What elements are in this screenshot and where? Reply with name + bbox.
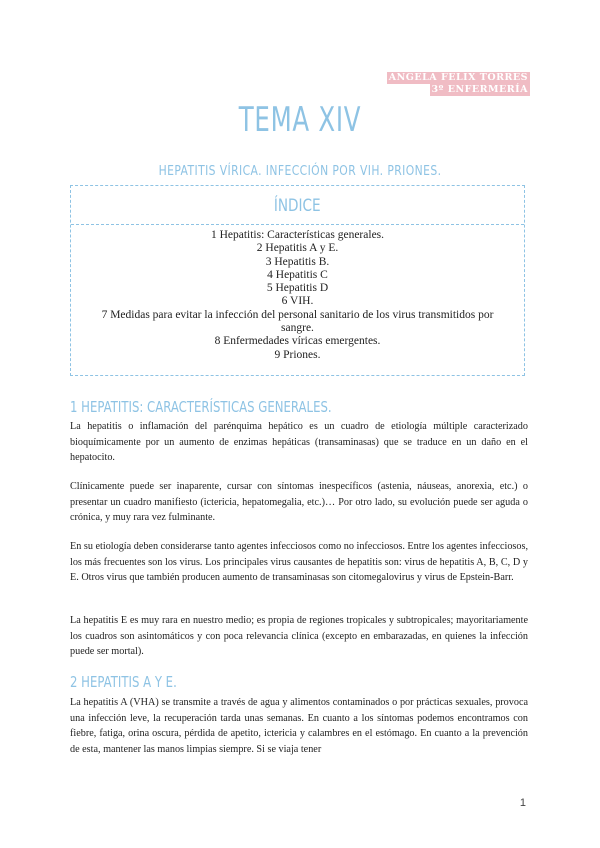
index-list xyxy=(71,225,524,362)
index-item: 9 Priones. xyxy=(274,348,321,361)
index-item: 6 VIH. xyxy=(281,295,314,308)
index-item: 1 Hepatitis: Características generales. xyxy=(210,229,385,241)
paragraph: La hepatitis E es muy rara en nuestro medio; es propia de regiones tropicales y subtropicales; mayoritariamente los cuadros son asintomáticos y con poca relevancia clínica (excepto en embarazadas, en quienes la infección puede ser mortal). xyxy=(70,615,528,658)
paragraph: La hepatitis o inflamación del parénquima hepático es un cuadro de etiología múltiple caracterizado bioquímicamente por un aumento de enzimas hepáticas (transaminasas) que se traduce en un daño en el hepatocito. xyxy=(70,421,528,464)
index-item: 3 Hepatitis B. xyxy=(265,255,330,268)
index-item: 8 Enfermedades víricas emergentes. xyxy=(214,335,381,348)
paragraph: En su etiología deben considerarse tanto agentes infecciosos como no infecciosos. Entre los agentes infecciosos, los más frecuentes son los virus. Los principales virus causantes de hepatitis son: virus de hepatitis A, B, C, D y E. Otros virus que también producen aumento de transaminasas son citomegalovirus y virus de Epstein-Barr. xyxy=(70,541,528,584)
section-heading-hepatitis: 1 HEPATITIS: CARACTERÍSTICAS GENERALES. xyxy=(70,398,332,416)
author-block xyxy=(387,72,530,96)
index-item: 4 Hepatitis C xyxy=(267,268,328,281)
paragraph: Clínicamente puede ser inaparente, cursar con síntomas inespecíficos (astenia, náuseas, anorexia, etc.) o presentar un cuadro manifiesto (ictericia, hepatomegalia, etc.)… Por otro lado, su evolución puede ser aguda o crónica, y muy rara vez fulminante. xyxy=(70,481,528,524)
paragraph: La hepatitis A (VHA) se transmite a través de agua y alimentos contaminados o por prácticas sexuales, provoca una infección leve, la recuperación tarda unas semanas. En cuanto a los síntomas podemos encontramos con fiebre, fatiga, orina oscura, pérdida de apetito, ictericia y calambres en el estómago. En cuanto a la prevención de esta, mantener las manos limpias siempre. Si se viaja tener xyxy=(70,697,528,755)
index-item: 5 Hepatitis D xyxy=(266,282,329,295)
page-number: 1 xyxy=(519,797,526,809)
page-subtitle: HEPATITIS VÍRICA. INFECCIÓN POR VIH. PRIONES. xyxy=(158,163,442,179)
index-heading: ÍNDICE xyxy=(71,186,524,225)
section-heading-hepatitis-a-e: 2 HEPATITIS A Y E. xyxy=(70,673,177,691)
author-course: 3º ENFERMERÍA xyxy=(431,84,528,95)
index-box xyxy=(70,185,525,376)
index-item: 7 Medidas para evitar la infección del personal sanitario de los virus transmitidos por sangre. xyxy=(101,308,494,335)
author-name: ANGELA FELIX TORRES xyxy=(388,72,528,83)
page-title: TEMA XIV xyxy=(238,100,362,140)
index-item: 2 Hepatitis A y E. xyxy=(256,242,339,255)
